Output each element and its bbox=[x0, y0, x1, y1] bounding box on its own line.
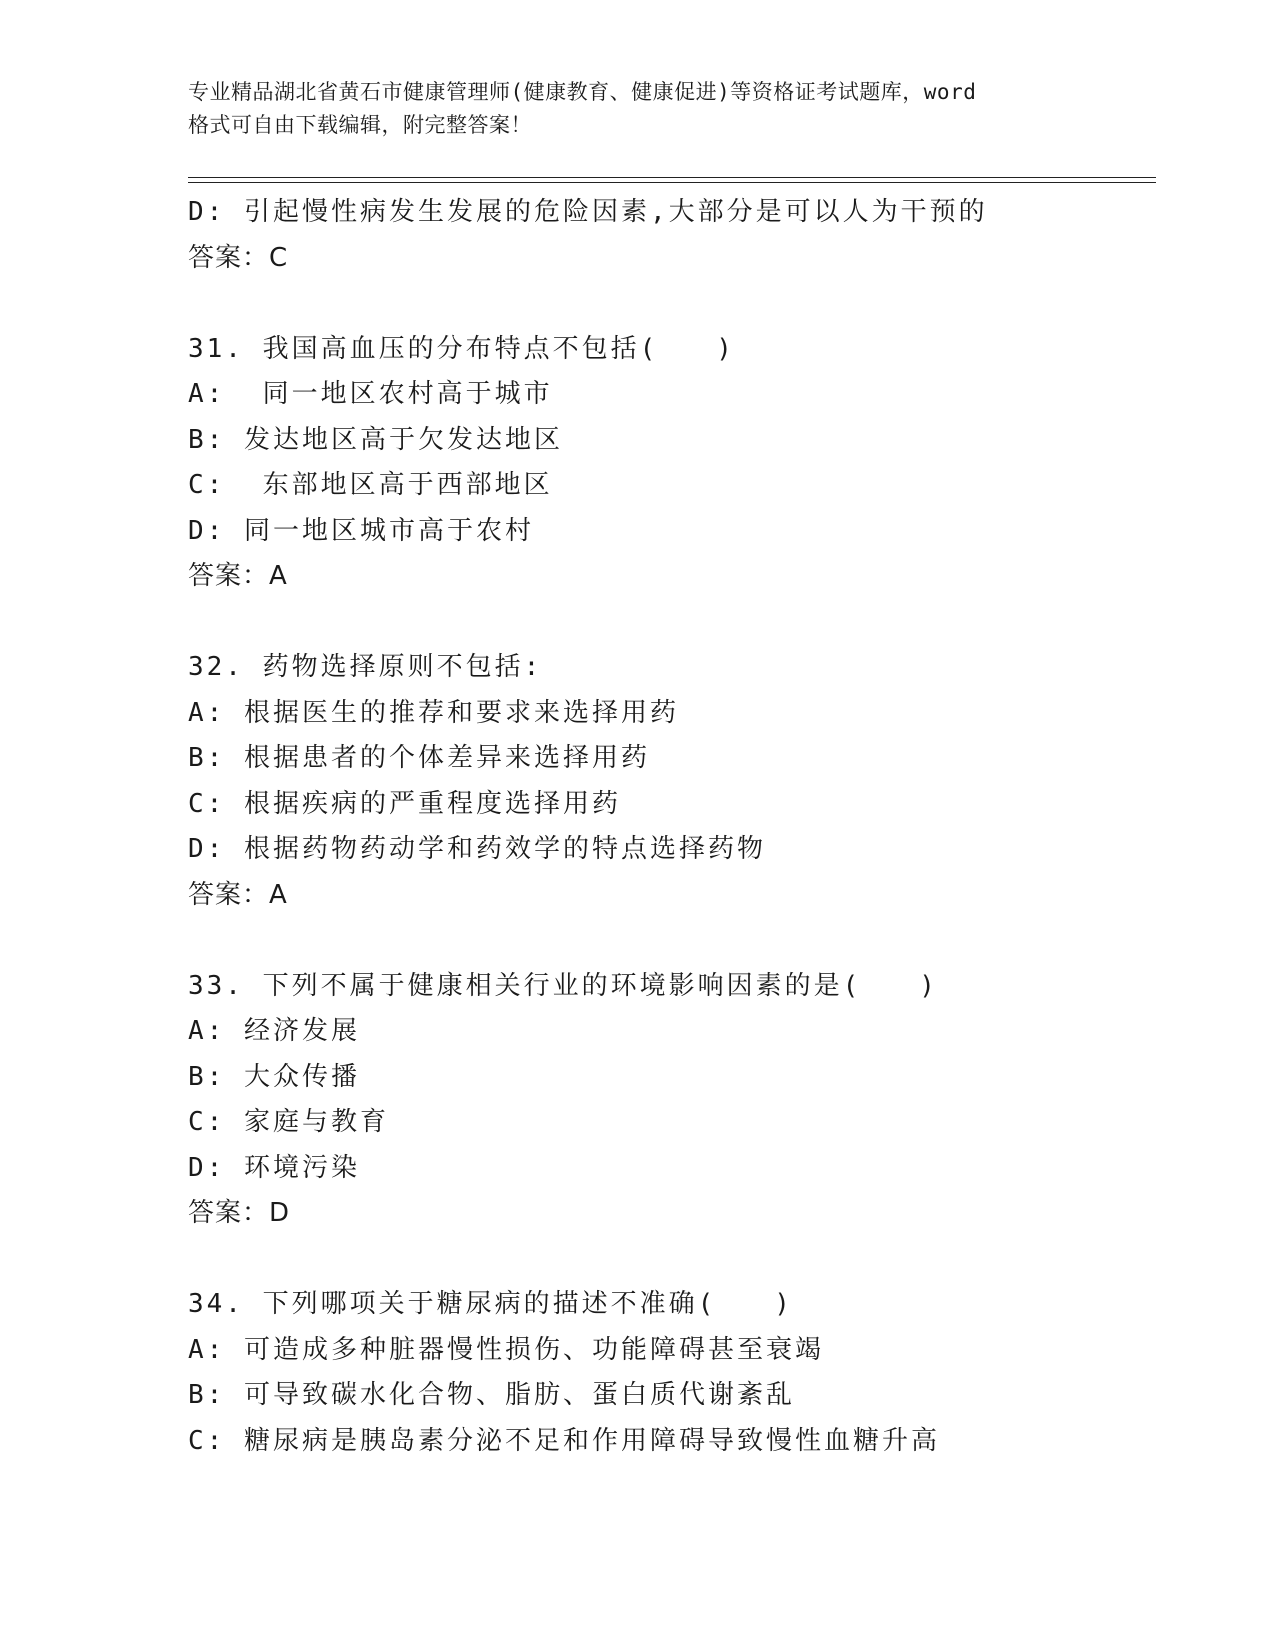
header-rule-bottom bbox=[188, 182, 1156, 183]
header-line-1: 专业精品湖北省黄石市健康管理师(健康教育、健康促进)等资格证考试题库，word bbox=[188, 80, 977, 104]
option-d: D: 同一地区城市高于农村 bbox=[188, 515, 534, 546]
question-stem: 34. 下列哪项关于糖尿病的描述不准确( ) bbox=[188, 1289, 793, 1319]
option-b: B: 大众传播 bbox=[188, 1061, 360, 1092]
option-b: B: 根据患者的个体差异来选择用药 bbox=[188, 743, 650, 773]
option-a: A: 可造成多种脏器慢性损伤、功能障碍甚至衰竭 bbox=[188, 1334, 824, 1365]
question-list bbox=[188, 190, 1148, 1464]
option-c: C: 东部地区高于西部地区 bbox=[188, 470, 553, 500]
option-c: C: 糖尿病是胰岛素分泌不足和作用障碍导致慢性血糖升高 bbox=[188, 1425, 940, 1456]
spacer bbox=[188, 1237, 1148, 1283]
question-stem: 33. 下列不属于健康相关行业的环境影响因素的是( ) bbox=[188, 970, 938, 1001]
question-stem: 32. 药物选择原则不包括: bbox=[188, 652, 543, 682]
option-a: A: 同一地区农村高于城市 bbox=[188, 379, 553, 409]
spacer bbox=[188, 918, 1148, 964]
answer: 答案：A bbox=[188, 561, 288, 591]
question-31 bbox=[188, 327, 1148, 600]
answer: 答案：A bbox=[188, 879, 288, 910]
option-c: C: 家庭与教育 bbox=[188, 1107, 389, 1137]
question-32 bbox=[188, 645, 1148, 918]
spacer bbox=[188, 600, 1148, 646]
prev-answer: 答案：C bbox=[188, 242, 289, 273]
document-header bbox=[188, 76, 1088, 142]
option-c: C: 根据疾病的严重程度选择用药 bbox=[188, 788, 621, 819]
option-d: D: 根据药物药动学和药效学的特点选择药物 bbox=[188, 834, 766, 864]
option-b: B: 可导致碳水化合物、脂肪、蛋白质代谢紊乱 bbox=[188, 1380, 795, 1410]
question-stem: 31. 我国高血压的分布特点不包括( ) bbox=[188, 333, 735, 364]
option-b: B: 发达地区高于欠发达地区 bbox=[188, 424, 563, 455]
spacer bbox=[188, 281, 1148, 327]
option-a: A: 经济发展 bbox=[188, 1016, 360, 1046]
prev-option-d: D: 引起慢性病发生发展的危险因素,大部分是可以人为干预的 bbox=[188, 197, 988, 227]
question-34 bbox=[188, 1282, 1148, 1464]
header-line-2: 格式可自由下载编辑，附完整答案！ bbox=[188, 113, 532, 137]
header-rule-top bbox=[188, 177, 1156, 178]
question-33 bbox=[188, 964, 1148, 1237]
answer: 答案：D bbox=[188, 1198, 291, 1228]
option-a: A: 根据医生的推荐和要求来选择用药 bbox=[188, 697, 679, 728]
option-d: D: 环境污染 bbox=[188, 1152, 360, 1183]
